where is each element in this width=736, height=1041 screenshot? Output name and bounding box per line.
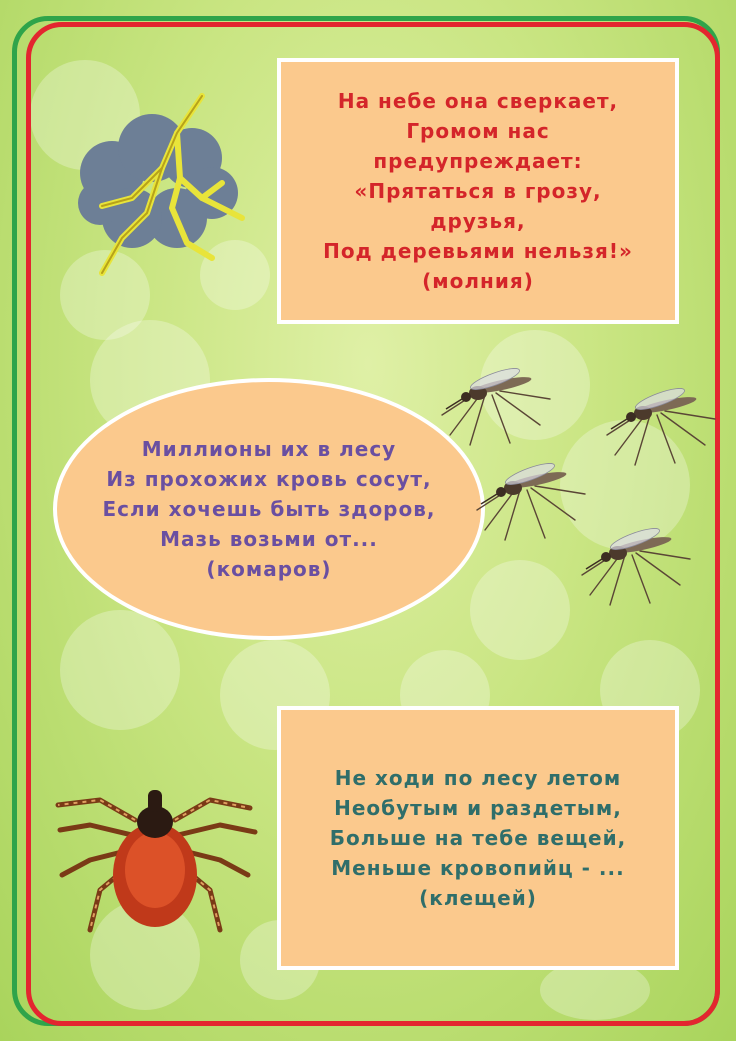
tick-icon — [50, 780, 260, 945]
riddle-lightning-box — [277, 58, 679, 324]
mosquito-icon — [430, 360, 720, 610]
riddle-line: Громом нас — [406, 119, 550, 143]
riddle-line: Из прохожих кровь сосут, — [106, 467, 432, 491]
riddle-line: «Прятаться в грозу, — [354, 179, 602, 203]
riddle-line: Необутым и раздетым, — [334, 796, 622, 820]
riddle-answer: (молния) — [422, 269, 534, 293]
riddle-line: Больше на тебе вещей, — [329, 826, 627, 850]
riddle-line: Если хочешь быть здоров, — [102, 497, 436, 521]
riddle-answer: (клещей) — [419, 886, 537, 910]
riddle-line: Не ходи по лесу летом — [334, 766, 622, 790]
lightning-cloud-icon — [62, 88, 252, 283]
riddle-line: Мазь возьми от... — [160, 527, 378, 551]
riddle-line: друзья, — [430, 209, 526, 233]
riddle-line: Меньше кровопийц - ... — [331, 856, 625, 880]
riddle-answer: (комаров) — [206, 557, 332, 581]
riddle-line: предупреждает: — [373, 149, 583, 173]
riddle-line: Миллионы их в лесу — [141, 437, 397, 461]
riddle-mosquito-oval — [53, 378, 485, 640]
riddle-line: На небе она сверкает, — [337, 89, 619, 113]
riddle-tick-box — [277, 706, 679, 970]
riddle-line: Под деревьями нельзя!» — [323, 239, 633, 263]
